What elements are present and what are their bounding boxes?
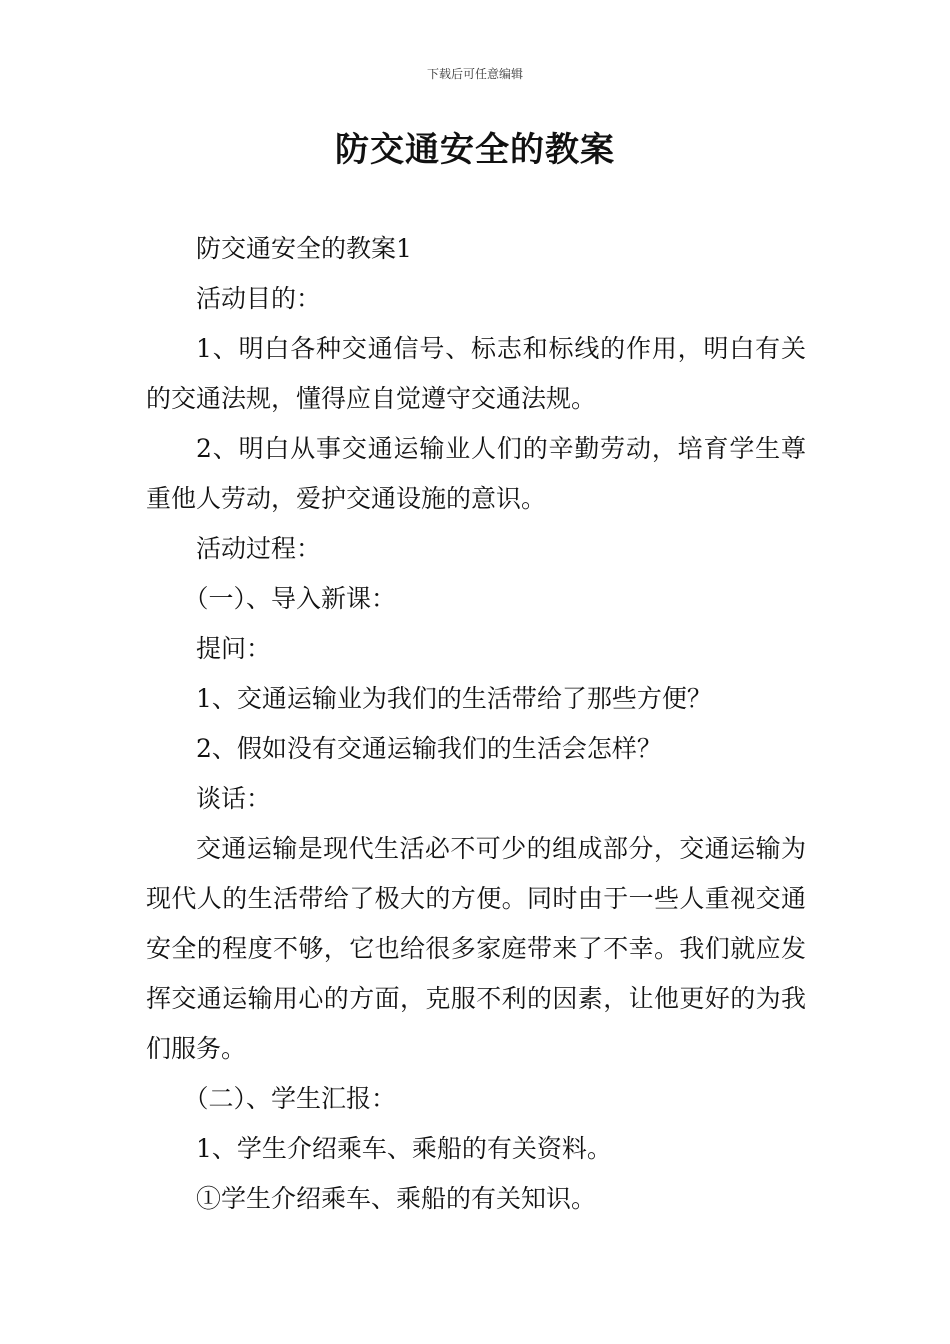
- paragraph-objective-1: 1、明白各种交通信号、标志和标线的作用，明白有关的交通法规，懂得应自觉遵守交通法规。: [146, 334, 806, 413]
- paragraph-question-2: 2、假如没有交通运输我们的生活会怎样？: [196, 734, 662, 763]
- paragraph-lesson-title: 防交通安全的教案1: [196, 234, 412, 263]
- paragraph-section-2: （二）、学生汇报：: [183, 1084, 397, 1113]
- paragraph-report-1: 1、学生介绍乘车、乘船的有关资料。: [196, 1134, 612, 1163]
- paragraph-process-heading: 活动过程：: [196, 534, 322, 563]
- paragraph-report-1a: ①学生介绍乘车、乘船的有关知识。: [196, 1184, 597, 1213]
- paragraph-objective-2: 2、明白从事交通运输业人们的辛勤劳动，培育学生尊重他人劳动，爱护交通设施的意识。: [146, 434, 806, 513]
- paragraph-talk-heading: 谈话：: [196, 784, 272, 813]
- paragraph-section-1: （一）、导入新课：: [183, 584, 397, 613]
- page-header-note: 下载后可任意编辑: [426, 67, 523, 81]
- document-body: [146, 224, 806, 1224]
- paragraph-question-heading: 提问：: [196, 634, 272, 663]
- document-title: 防交通安全的教案: [335, 130, 615, 170]
- paragraph-objective-heading: 活动目的：: [196, 284, 322, 313]
- paragraph-talk-body: 交通运输是现代生活必不可少的组成部分，交通运输为现代人的生活带给了极大的方便。同时由于一些人重视交通安全的程度不够，它也给很多家庭带来了不幸。我们就应发挥交通运输用心的方面，克服不利的因素，让他更好的为我们服务。: [146, 834, 806, 1063]
- paragraph-question-1: 1、交通运输业为我们的生活带给了那些方便？: [196, 684, 712, 713]
